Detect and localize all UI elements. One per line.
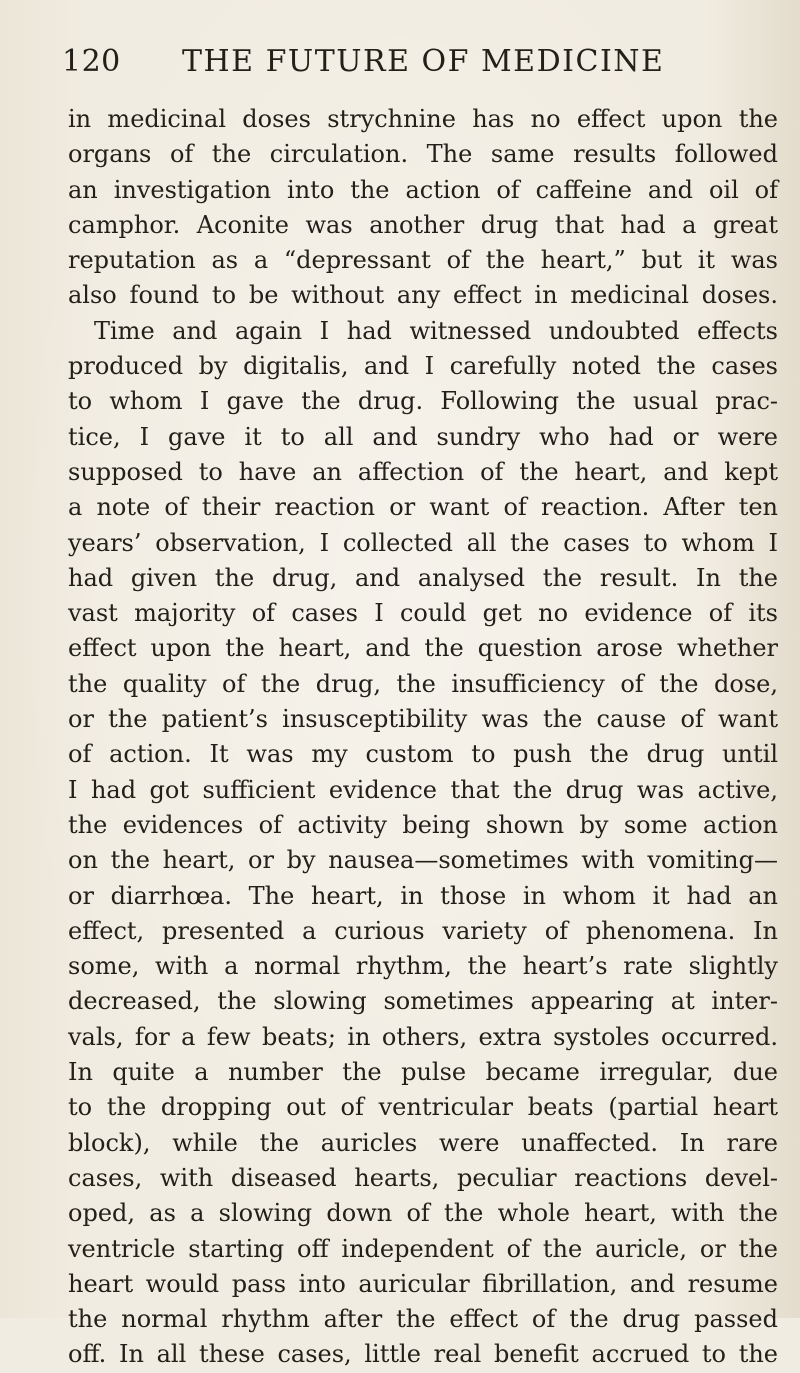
- text-line: years’ observation, I collected all the cases to whom I: [68, 528, 778, 557]
- text-line: vals, for a few beats; in others, extra systoles occurred.: [68, 1022, 778, 1051]
- text-line: cases, with diseased hearts, peculiar reactions devel-: [68, 1163, 778, 1192]
- body-text: [68, 102, 778, 1373]
- text-line: tice, I gave it to all and sundry who had or were: [68, 422, 778, 451]
- text-line: in medicinal doses strychnine has no effect upon the: [68, 105, 778, 133]
- text-line: Time and again I had witnessed undoubted effects: [94, 316, 778, 345]
- text-line: effect, presented a curious variety of phenomena. In: [68, 916, 778, 945]
- running-head: THE FUTURE OF MEDICINE: [182, 44, 665, 79]
- text-line: I had got sufficient evidence that the drug was active,: [68, 775, 778, 804]
- text-line: to the dropping out of ventricular beats (partial heart: [68, 1093, 778, 1122]
- text-line: had given the drug, and analysed the result. In the: [68, 563, 778, 592]
- text-line: the normal rhythm after the effect of the drug passed: [68, 1305, 778, 1334]
- text-line: ventricle starting off independent of the auricle, or the: [68, 1234, 778, 1263]
- text-line: heart would pass into auricular fibrillation, and resume: [68, 1269, 778, 1298]
- text-line: block), while the auricles were unaffected. In rare: [68, 1128, 778, 1157]
- text-line: to whom I gave the drug. Following the usual prac-: [68, 387, 778, 416]
- text-line: effect upon the heart, and the question arose whether: [68, 634, 778, 663]
- text-line: or diarrhœa. The heart, in those in whom it had an: [68, 881, 778, 910]
- text-line: also found to be without any effect in medicinal doses.: [68, 281, 778, 310]
- text-line: off. In all these cases, little real benefit accrued to the: [68, 1340, 778, 1369]
- text-line: reputation as a “depressant of the heart,” but it was: [68, 246, 778, 275]
- text-line: on the heart, or by nausea—sometimes with vomiting—: [68, 846, 778, 875]
- text-line: supposed to have an affection of the heart, and kept: [68, 457, 778, 486]
- text-line: of action. It was my custom to push the drug until: [68, 740, 778, 769]
- text-line: the evidences of activity being shown by some action: [68, 810, 778, 839]
- text-line: an investigation into the action of caffeine and oil of: [68, 175, 778, 204]
- text-line: or the patient’s insusceptibility was the cause of want: [68, 705, 778, 734]
- text-line: oped, as a slowing down of the whole heart, with the: [68, 1199, 778, 1228]
- text-line: In quite a number the pulse became irregular, due: [68, 1058, 778, 1087]
- text-line: a note of their reaction or want of reaction. After ten: [68, 493, 778, 522]
- text-line: the quality of the drug, the insufficiency of the dose,: [68, 669, 778, 698]
- text-line: produced by digitalis, and I carefully noted the cases: [68, 352, 778, 381]
- text-line: decreased, the slowing sometimes appearing at inter-: [68, 987, 778, 1016]
- text-line: camphor. Aconite was another drug that had a great: [68, 210, 778, 239]
- text-line: some, with a normal rhythm, the heart’s rate slightly: [68, 952, 778, 981]
- text-line: organs of the circulation. The same results followed: [68, 140, 778, 169]
- page-number: 120: [62, 44, 121, 79]
- text-line: vast majority of cases I could get no evidence of its: [68, 599, 778, 628]
